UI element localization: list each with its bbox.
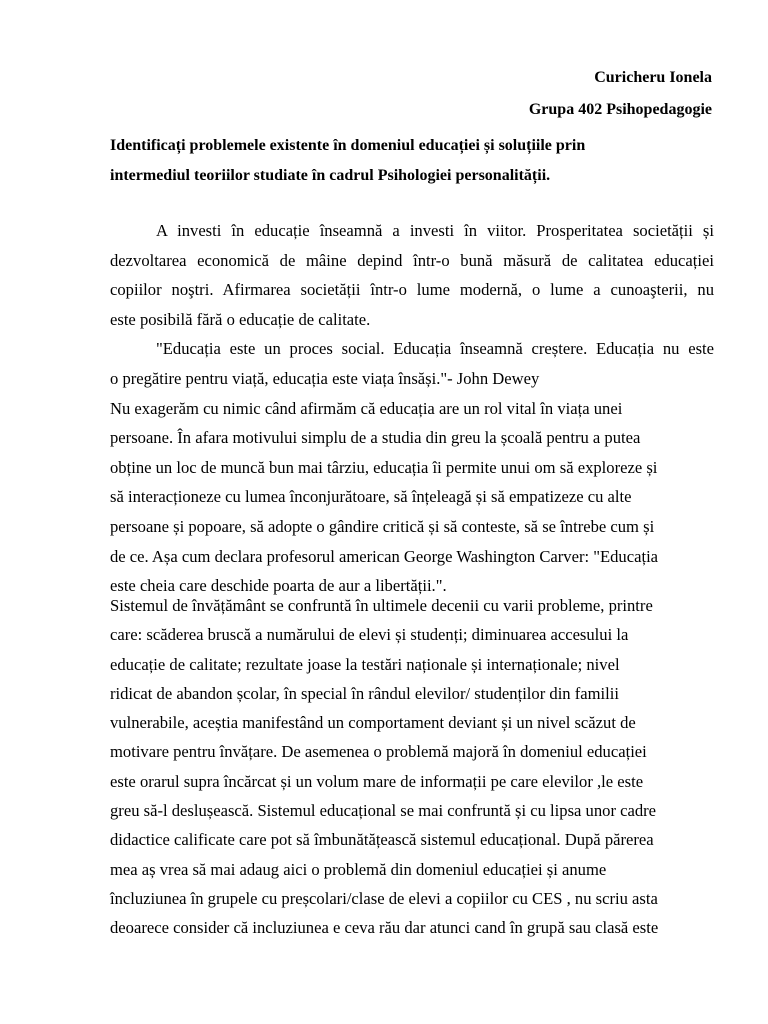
- text-line: deoarece consider că incluziunea e ceva rău dar atunci cand în grupă sau clasă este: [110, 918, 659, 938]
- text-line: motivare pentru învățare. De asemenea o problemă majoră în domeniul educației: [110, 742, 647, 762]
- author-name: Curicheru Ionela: [594, 69, 712, 86]
- text-line: obține un loc de muncă bun mai târziu, educația îi permite unui om să exploreze și: [110, 457, 658, 477]
- body-paragraphs-2: [110, 591, 714, 943]
- text-line: copiilor noştri. Afirmarea societății într-o lume modernă, o lume a cunoaşterii, nu: [110, 280, 714, 300]
- text-line: este orarul supra încărcat și un volum mare de informații pe care elevilor ,le este: [110, 771, 644, 791]
- text-line: încluziunea în grupele cu preșcolari/clase de elevi a copiilor cu CES , nu scriu asta: [110, 888, 658, 908]
- text-line: Sistemul de învățământ se confruntă în ultimele decenii cu varii probleme, printre: [110, 596, 653, 615]
- body-paragraphs-1: [110, 216, 714, 601]
- student-group: Grupa 402 Psihopedagogie: [528, 101, 712, 118]
- text-line: greu să-l deslușească. Sistemul educațional se mai confruntă și cu lipsa unor cadre: [110, 801, 657, 821]
- text-line: A investi în educație înseamnă a investi în viitor. Prosperitatea societății și: [156, 221, 714, 240]
- text-line: Nu exagerăm cu nimic când afirmăm că educația are un rol vital în viața unei: [110, 398, 623, 418]
- title-line: intermediul teoriilor studiate în cadrul Psihologiei personalității.: [110, 166, 551, 184]
- title-line: Identificați problemele existente în domeniul educației și soluțiile prin: [110, 137, 586, 154]
- quote-line: "Educația este un proces social. Educația înseamnă creștere. Educația nu este: [156, 339, 714, 359]
- text-line: este cheia care deschide poarta de aur a libertății.".: [110, 576, 447, 596]
- quote-line: o pregătire pentru viață, educația este viața însăși."- John Dewey: [110, 368, 540, 388]
- text-line: este posibilă fără o educație de calitate.: [110, 309, 371, 329]
- text-line: persoane. În afara motivului simplu de a studia din greu la școală pentru a putea: [110, 428, 641, 448]
- text-line: să interacționeze cu lumea înconjurătoare, să înțeleagă și să empatizeze cu alte: [110, 487, 632, 507]
- text-line: mea aș vrea să mai adaug aici o problemă din domeniul educației și anume: [110, 859, 607, 879]
- text-line: de ce. Așa cum declara profesorul american George Washington Carver: "Educația: [110, 546, 659, 566]
- text-line: ridicat de abandon școlar, în special în rândul elevilor/ studenților din familii: [110, 683, 619, 703]
- assignment-title: [110, 131, 670, 190]
- text-line: persoane și popoare, să adopte o gândire critică și să conteste, să se întrebe cum și: [110, 516, 655, 536]
- text-line: educație de calitate; rezultate joase la testări naționale și internaționale; nivel: [110, 654, 620, 674]
- text-line: vulnerabile, aceștia manifestând un comportament deviant și un nivel scăzut de: [110, 713, 636, 733]
- text-line: didactice calificate care pot să îmbunătățească sistemul educațional. După părerea: [110, 830, 654, 850]
- text-line: care: scăderea bruscă a numărului de elevi și studenți; diminuarea accesului la: [110, 625, 629, 645]
- text-line: dezvoltarea economică de mâine depind într-o bună măsură de calitatea educației: [110, 250, 714, 270]
